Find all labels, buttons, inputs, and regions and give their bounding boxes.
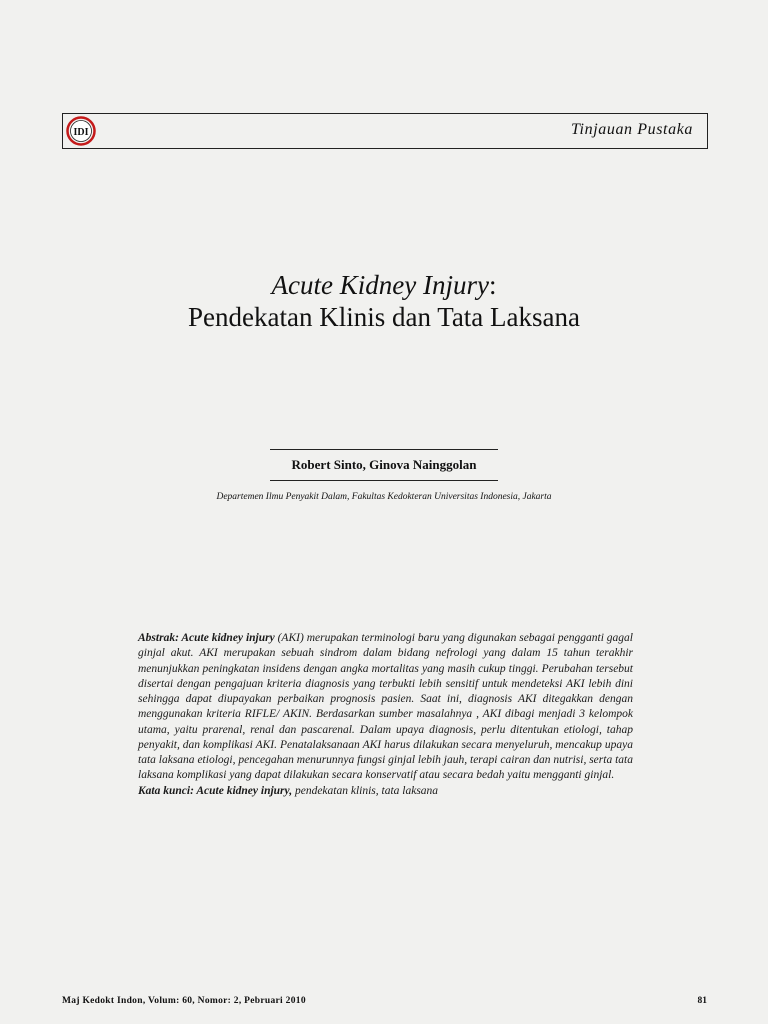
idi-logo [66,116,96,146]
section-label: Tinjauan Pustaka [570,121,693,138]
title-italic: Acute Kidney Injury [271,270,489,300]
authors: Robert Sinto, Ginova Nainggolan [291,457,477,472]
svg-text:IDI: IDI [73,127,89,138]
authors-rule-top [270,449,498,450]
keywords-label: Kata kunci: Acute kidney injury, [138,784,293,797]
abstract-label: Abstrak: Acute kidney injury [138,632,275,644]
keywords-text: pendekatan klinis, tata laksana [292,784,439,797]
authors-rule-bottom [270,480,498,481]
article-title-line1 [0,270,768,301]
abstract-paragraph [138,631,633,784]
journal-header [62,113,708,149]
article-title-line2: Pendekatan Klinis dan Tata Laksana [188,302,580,332]
title-colon: : [488,270,497,300]
abstract-text: (AKI) merupakan terminologi baru yang digunakan sebagai pengganti gagal ginjal akut. AKI merupakan sebuah sindrom dalam bidang nefrologi yang dalam 15 tahun terakhir menunjukkan peningkatan insidens dengan angka mortalitas yang masih cukup tinggi. Perubahan tersebut disertai dengan pengajuan kriteria diagnosis yang terbukti lebih sensitif untuk mendeteksi AKI lebih dini sehingga dapat diupayakan perbaikan prognosis pasien. Saat ini, diagnosis AKI ditegakkan dengan menggunakan kriteria RIFLE/ AKIN. Berdasarkan sumber masalahnya , AKI dibagi menjadi 3 kelompok utama, yaitu prarenal, renal dan pascarenal. Dalam upaya diagnosis, perlu ditentukan etiologi, tahap penyakit, dan komplikasi AKI. Penatalaksanaan AKI harus dilakukan secara menyeluruh, mencakup upaya tata laksana etiologi, pencegahan menurunnya fungsi ginjal lebih jauh, terapi cairan dan nutrisi, serta tata laksana komplikasi yang dapat dilakukan secara konservatif atau secara bedah yaitu mengganti ginjal. [138,632,633,782]
abstract [138,631,633,799]
keywords [138,784,633,799]
affiliation: Departemen Ilmu Penyakit Dalam, Fakultas Kedokteran Universitas Indonesia, Jakarta [216,492,552,502]
footer-citation: Maj Kedokt Indon, Volum: 60, Nomor: 2, Pebruari 2010 [62,996,306,1006]
page-number: 81 [697,996,707,1006]
